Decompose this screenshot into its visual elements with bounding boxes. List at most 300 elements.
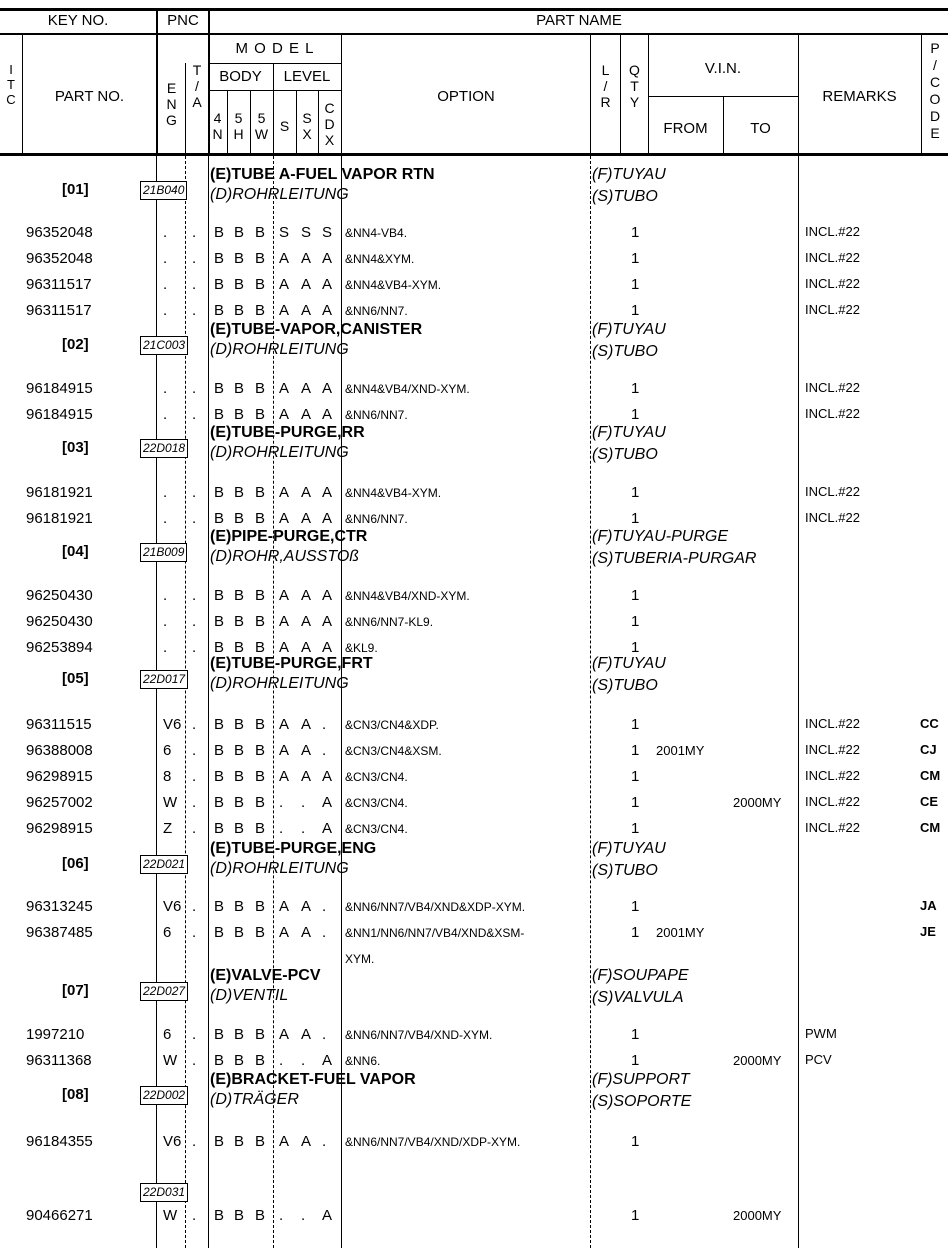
- body-mark: B: [214, 794, 225, 811]
- quantity: 1: [631, 1133, 640, 1150]
- level-mark: A: [301, 587, 312, 604]
- p-code: JE: [920, 924, 936, 939]
- part-name-es: (S)TUBO: [592, 188, 658, 205]
- option-code: &NN6/NN7.: [345, 304, 408, 318]
- quantity: 1: [631, 1052, 640, 1069]
- pnc-code: 22D031: [140, 1183, 188, 1202]
- quantity: 1: [631, 224, 640, 241]
- level-mark: .: [322, 924, 327, 941]
- quantity: 1: [631, 742, 640, 759]
- part-name-fr: (F)TUYAU: [592, 424, 666, 441]
- option-code: &CN3/CN4.: [345, 796, 408, 810]
- eng-code: .: [163, 302, 168, 319]
- key-no: [07]: [62, 982, 89, 999]
- body-mark: B: [214, 276, 225, 293]
- level-mark: .: [279, 794, 284, 811]
- part-name-en: (E)TUBE-VAPOR,CANISTER: [210, 321, 423, 338]
- body-mark: B: [255, 587, 266, 604]
- level-mark: .: [301, 1207, 306, 1224]
- option-code: &NN4&VB4/XND-XYM.: [345, 382, 470, 396]
- part-name-fr: (F)TUYAU-PURGE: [592, 528, 728, 545]
- body-mark: B: [234, 924, 245, 941]
- level-mark: A: [279, 276, 290, 293]
- vin-to: 2000MY: [733, 1053, 782, 1068]
- option-code: &NN6.: [345, 1054, 381, 1068]
- part-name-en: (E)TUBE A-FUEL VAPOR RTN: [210, 166, 435, 183]
- body-mark: B: [214, 742, 225, 759]
- level-mark: A: [322, 613, 333, 630]
- option-code: &CN3/CN4.: [345, 822, 408, 836]
- option-code: &CN3/CN4.: [345, 770, 408, 784]
- level-mark: .: [279, 1207, 284, 1224]
- part-name-fr: (F)SOUPAPE: [592, 967, 689, 984]
- qty-header: Q T Y: [629, 62, 640, 110]
- level-mark: .: [301, 820, 306, 837]
- body-mark: B: [255, 302, 266, 319]
- pnc-code: 22D017: [140, 670, 188, 689]
- part-name-fr: (F)TUYAU: [592, 655, 666, 672]
- part-number: 96313245: [26, 898, 93, 915]
- part-no-header: PART NO.: [54, 88, 125, 105]
- part-name-de: (D)VENTIL: [210, 987, 289, 1004]
- model-header: M O D E L: [235, 40, 315, 57]
- body-5h-header: 5 H: [233, 110, 244, 142]
- key-no-header: KEY NO.: [47, 12, 109, 29]
- p-code: JA: [920, 898, 937, 913]
- body-mark: B: [234, 794, 245, 811]
- option-code: &NN6/NN7.: [345, 512, 408, 526]
- ta-code: .: [192, 924, 197, 941]
- key-no: [06]: [62, 855, 89, 872]
- option-header: OPTION: [437, 88, 495, 105]
- level-mark: A: [322, 768, 333, 785]
- option-code: &NN4&XYM.: [345, 252, 415, 266]
- key-no: [02]: [62, 336, 89, 353]
- quantity: 1: [631, 302, 640, 319]
- part-number: 96352048: [26, 250, 93, 267]
- quantity: 1: [631, 613, 640, 630]
- vin-to-header: TO: [750, 120, 771, 137]
- level-mark: A: [279, 742, 290, 759]
- level-mark: .: [322, 716, 327, 733]
- part-name-en: (E)TUBE-PURGE,FRT: [210, 655, 373, 672]
- level-mark: .: [322, 1026, 327, 1043]
- option-code: &CN3/CN4&XSM.: [345, 744, 442, 758]
- part-name-de: (D)ROHRLEITUNG: [210, 444, 349, 461]
- option-code: &NN4-VB4.: [345, 226, 408, 240]
- level-mark: A: [301, 250, 312, 267]
- part-name-fr: (F)TUYAU: [592, 166, 666, 183]
- level-mark: .: [301, 794, 306, 811]
- level-mark: A: [279, 510, 290, 527]
- body-mark: B: [234, 1133, 245, 1150]
- part-number: 96184355: [26, 1133, 93, 1150]
- body-mark: B: [234, 639, 245, 656]
- quantity: 1: [631, 898, 640, 915]
- quantity: 1: [631, 587, 640, 604]
- body-header: BODY: [219, 68, 262, 85]
- quantity: 1: [631, 924, 640, 941]
- body-mark: B: [214, 484, 225, 501]
- remarks: INCL.#22: [805, 768, 860, 783]
- level-mark: A: [301, 510, 312, 527]
- body-mark: B: [255, 224, 266, 241]
- part-number: 96387485: [26, 924, 93, 941]
- p-code: CE: [920, 794, 939, 809]
- ta-code: .: [192, 1026, 197, 1043]
- level-mark: S: [301, 224, 312, 241]
- remarks: PWM: [805, 1026, 837, 1041]
- part-name-es: (S)VALVULA: [592, 989, 684, 1006]
- ta-code: .: [192, 1133, 197, 1150]
- quantity: 1: [631, 1207, 640, 1224]
- part-number: 96184915: [26, 380, 93, 397]
- level-mark: A: [322, 484, 333, 501]
- level-mark: A: [279, 250, 290, 267]
- ta-code: .: [192, 898, 197, 915]
- body-mark: B: [255, 1207, 266, 1224]
- ta-code: .: [192, 794, 197, 811]
- key-no: [04]: [62, 543, 89, 560]
- level-mark: .: [322, 742, 327, 759]
- body-mark: B: [214, 1052, 225, 1069]
- part-number: 96352048: [26, 224, 93, 241]
- eng-code: 8: [163, 768, 172, 785]
- part-number: 96311517: [26, 302, 92, 319]
- p-code: CJ: [920, 742, 937, 757]
- body-mark: B: [234, 716, 245, 733]
- eng-code: .: [163, 380, 168, 397]
- quantity: 1: [631, 820, 640, 837]
- quantity: 1: [631, 639, 640, 656]
- part-number: 90466271: [26, 1207, 93, 1224]
- level-mark: A: [279, 613, 290, 630]
- ta-code: .: [192, 742, 197, 759]
- level-mark: A: [301, 1026, 312, 1043]
- part-name-de: (D)ROHRLEITUNG: [210, 186, 349, 203]
- vin-to: 2000MY: [733, 795, 782, 810]
- level-sx-header: S X: [302, 110, 312, 142]
- ta-code: .: [192, 276, 197, 293]
- part-name-de: (D)ROHRLEITUNG: [210, 860, 349, 877]
- quantity: 1: [631, 794, 640, 811]
- part-name-de: (D)ROHRLEITUNG: [210, 341, 349, 358]
- vin-from: 2001MY: [656, 743, 705, 758]
- option-code: &NN6/NN7/VB4/XND/XDP-XYM.: [345, 1135, 521, 1149]
- body-mark: B: [234, 898, 245, 915]
- p-code: CM: [920, 820, 941, 835]
- eng-code: W: [163, 1207, 178, 1224]
- level-mark: A: [301, 898, 312, 915]
- level-mark: A: [301, 742, 312, 759]
- body-mark: B: [214, 302, 225, 319]
- remarks: INCL.#22: [805, 224, 860, 239]
- itc-header: I T C: [6, 62, 16, 107]
- key-no: [05]: [62, 670, 89, 687]
- ta-code: .: [192, 1207, 197, 1224]
- level-mark: A: [301, 302, 312, 319]
- eng-code: .: [163, 484, 168, 501]
- level-mark: A: [279, 898, 290, 915]
- part-number: 96250430: [26, 587, 93, 604]
- body-mark: B: [214, 224, 225, 241]
- part-name-de: (D)ROHRLEITUNG: [210, 675, 349, 692]
- quantity: 1: [631, 276, 640, 293]
- level-mark: A: [322, 587, 333, 604]
- level-mark: .: [279, 1052, 284, 1069]
- option-code: &KL9.: [345, 641, 378, 655]
- eng-code: .: [163, 510, 168, 527]
- part-name-es: (S)TUBO: [592, 862, 658, 879]
- body-mark: B: [255, 768, 266, 785]
- body-mark: B: [255, 639, 266, 656]
- eng-code: W: [163, 1052, 178, 1069]
- ta-code: .: [192, 639, 197, 656]
- body-mark: B: [214, 898, 225, 915]
- part-name-en: (E)BRACKET-FUEL VAPOR: [210, 1071, 416, 1088]
- body-mark: B: [234, 302, 245, 319]
- part-number: 96250430: [26, 613, 93, 630]
- vin-header: V.I.N.: [704, 60, 742, 77]
- body-mark: B: [214, 613, 225, 630]
- level-mark: S: [322, 224, 333, 241]
- part-number: 96311517: [26, 276, 92, 293]
- ta-code: .: [192, 224, 197, 241]
- part-name-en: (E)VALVE-PCV: [210, 967, 321, 984]
- p-code: CM: [920, 768, 941, 783]
- body-mark: B: [255, 406, 266, 423]
- eng-code: .: [163, 639, 168, 656]
- part-name-es: (S)TUBERIA-PURGAR: [592, 550, 757, 567]
- pnc-code: 22D002: [140, 1086, 188, 1105]
- level-mark: A: [301, 1133, 312, 1150]
- level-mark: A: [301, 613, 312, 630]
- part-name-en: (E)TUBE-PURGE,RR: [210, 424, 365, 441]
- body-mark: B: [214, 820, 225, 837]
- eng-code: .: [163, 406, 168, 423]
- ta-header: T / A: [192, 62, 202, 110]
- eng-code: .: [163, 250, 168, 267]
- body-mark: B: [214, 250, 225, 267]
- level-mark: A: [279, 380, 290, 397]
- body-mark: B: [255, 898, 266, 915]
- eng-code: 6: [163, 742, 172, 759]
- level-mark: A: [279, 302, 290, 319]
- part-name-es: (S)SOPORTE: [592, 1093, 692, 1110]
- pnc-code: 22D021: [140, 855, 188, 874]
- level-mark: A: [279, 1133, 290, 1150]
- remarks: INCL.#22: [805, 716, 860, 731]
- level-mark: A: [301, 639, 312, 656]
- body-mark: B: [214, 716, 225, 733]
- part-name-es: (S)TUBO: [592, 677, 658, 694]
- body-5w-header: 5 W: [254, 110, 269, 142]
- pnc-code: 21C003: [140, 336, 188, 355]
- pnc-header: PNC: [167, 12, 199, 29]
- ta-code: .: [192, 587, 197, 604]
- level-mark: S: [279, 224, 290, 241]
- body-mark: B: [234, 406, 245, 423]
- body-mark: B: [234, 250, 245, 267]
- option-code: &CN3/CN4&XDP.: [345, 718, 439, 732]
- pnc-code: 22D018: [140, 439, 188, 458]
- level-mark: .: [322, 898, 327, 915]
- part-name-header: PART NAME: [536, 12, 622, 29]
- part-number: 96388008: [26, 742, 93, 759]
- remarks: INCL.#22: [805, 742, 860, 757]
- vin-to: 2000MY: [733, 1208, 782, 1223]
- part-name-fr: (F)TUYAU: [592, 321, 666, 338]
- body-mark: B: [255, 484, 266, 501]
- part-name-fr: (F)SUPPORT: [592, 1071, 690, 1088]
- pnc-code: 21B040: [140, 181, 187, 200]
- ta-code: .: [192, 768, 197, 785]
- body-mark: B: [255, 1133, 266, 1150]
- quantity: 1: [631, 484, 640, 501]
- body-mark: B: [214, 1207, 225, 1224]
- body-mark: B: [214, 587, 225, 604]
- level-mark: A: [279, 406, 290, 423]
- level-mark: .: [279, 820, 284, 837]
- part-number: 96253894: [26, 639, 93, 656]
- remarks: INCL.#22: [805, 302, 860, 317]
- part-name-fr: (F)TUYAU: [592, 840, 666, 857]
- remarks: INCL.#22: [805, 484, 860, 499]
- body-mark: B: [255, 820, 266, 837]
- level-mark: A: [322, 406, 333, 423]
- level-mark: A: [322, 794, 333, 811]
- body-mark: B: [234, 1052, 245, 1069]
- remarks: INCL.#22: [805, 250, 860, 265]
- level-mark: A: [322, 250, 333, 267]
- body-mark: B: [234, 1207, 245, 1224]
- vin-from: 2001MY: [656, 925, 705, 940]
- body-mark: B: [234, 510, 245, 527]
- body-mark: B: [234, 742, 245, 759]
- eng-code: .: [163, 613, 168, 630]
- level-mark: A: [279, 924, 290, 941]
- eng-code: 6: [163, 1026, 172, 1043]
- pcode-header: P / C O D E: [929, 40, 941, 141]
- option-code: &NN6/NN7.: [345, 408, 408, 422]
- part-number: 96298915: [26, 768, 93, 785]
- body-mark: B: [234, 820, 245, 837]
- body-mark: B: [255, 1052, 266, 1069]
- option-code: &NN6/NN7/VB4/XND-XYM.: [345, 1028, 493, 1042]
- part-number: 96257002: [26, 794, 93, 811]
- ta-code: .: [192, 613, 197, 630]
- level-mark: A: [279, 587, 290, 604]
- level-mark: .: [301, 1052, 306, 1069]
- body-mark: B: [214, 924, 225, 941]
- level-mark: A: [322, 302, 333, 319]
- quantity: 1: [631, 768, 640, 785]
- level-mark: A: [279, 1026, 290, 1043]
- part-number: 96184915: [26, 406, 93, 423]
- option-code: &NN6/NN7-KL9.: [345, 615, 434, 629]
- remarks: INCL.#22: [805, 276, 860, 291]
- remarks-header: REMARKS: [822, 88, 897, 105]
- body-mark: B: [234, 380, 245, 397]
- ta-code: .: [192, 484, 197, 501]
- quantity: 1: [631, 510, 640, 527]
- remarks: INCL.#22: [805, 380, 860, 395]
- part-number: 96181921: [26, 510, 93, 527]
- body-mark: B: [255, 380, 266, 397]
- remarks: PCV: [805, 1052, 832, 1067]
- level-mark: A: [301, 484, 312, 501]
- level-mark: A: [301, 716, 312, 733]
- part-number: 96311515: [26, 716, 92, 733]
- body-mark: B: [234, 1026, 245, 1043]
- level-mark: A: [301, 406, 312, 423]
- ta-code: .: [192, 250, 197, 267]
- pnc-code: 21B009: [140, 543, 187, 562]
- part-number: 96298915: [26, 820, 93, 837]
- body-mark: B: [255, 716, 266, 733]
- body-mark: B: [234, 587, 245, 604]
- option-code: &NN4&VB4-XYM.: [345, 278, 442, 292]
- level-mark: A: [301, 276, 312, 293]
- body-mark: B: [214, 510, 225, 527]
- level-mark: A: [279, 639, 290, 656]
- body-mark: B: [214, 639, 225, 656]
- level-mark: A: [279, 716, 290, 733]
- remarks: INCL.#22: [805, 406, 860, 421]
- eng-code: Z: [163, 820, 173, 837]
- part-name-en: (E)PIPE-PURGE,CTR: [210, 528, 368, 545]
- level-mark: A: [301, 768, 312, 785]
- level-mark: A: [279, 484, 290, 501]
- level-mark: A: [322, 276, 333, 293]
- level-header: LEVEL: [283, 68, 331, 85]
- level-s-header: S: [279, 118, 290, 134]
- body-mark: B: [214, 768, 225, 785]
- body-mark: B: [214, 1133, 225, 1150]
- option-code-cont: XYM.: [345, 952, 375, 966]
- level-mark: .: [322, 1133, 327, 1150]
- body-mark: B: [255, 276, 266, 293]
- level-mark: A: [322, 820, 333, 837]
- level-mark: A: [322, 510, 333, 527]
- quantity: 1: [631, 250, 640, 267]
- part-number: 96181921: [26, 484, 93, 501]
- ta-code: .: [192, 1052, 197, 1069]
- ta-code: .: [192, 510, 197, 527]
- eng-code: .: [163, 224, 168, 241]
- body-mark: B: [214, 380, 225, 397]
- body-mark: B: [255, 613, 266, 630]
- body-mark: B: [255, 1026, 266, 1043]
- ta-code: .: [192, 302, 197, 319]
- eng-header: E N G: [166, 80, 177, 128]
- eng-code: V6: [163, 716, 182, 733]
- ta-code: .: [192, 716, 197, 733]
- body-mark: B: [255, 794, 266, 811]
- body-mark: B: [234, 484, 245, 501]
- body-mark: B: [214, 406, 225, 423]
- part-number: 1997210: [26, 1026, 85, 1043]
- level-mark: A: [322, 1207, 333, 1224]
- body-mark: B: [234, 613, 245, 630]
- level-mark: A: [301, 380, 312, 397]
- eng-code: .: [163, 276, 168, 293]
- body-mark: B: [214, 1026, 225, 1043]
- eng-code: .: [163, 587, 168, 604]
- pnc-code: 22D027: [140, 982, 188, 1001]
- level-cdx-header: C D X: [324, 100, 335, 148]
- part-name-en: (E)TUBE-PURGE,ENG: [210, 840, 377, 857]
